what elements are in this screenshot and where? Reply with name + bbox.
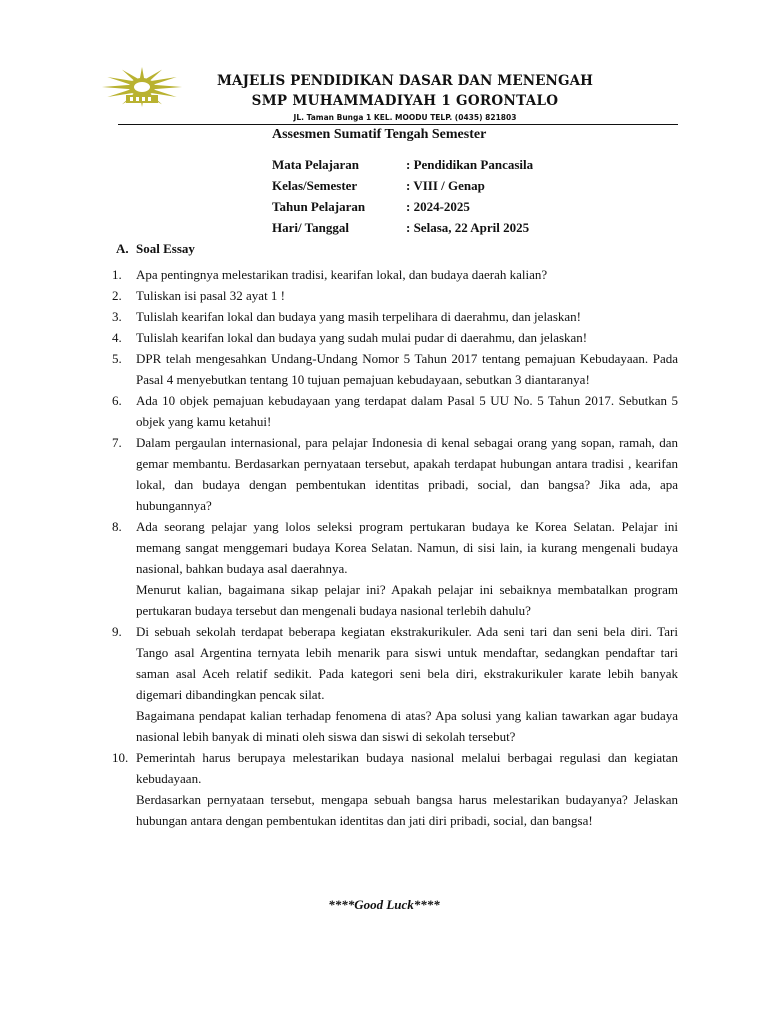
question-text xyxy=(136,285,678,306)
question-number: 4. xyxy=(112,330,122,345)
question-paragraph: Apa pentingnya melestarikan tradisi, kearifan lokal, dan budaya daerah kalian? xyxy=(136,267,548,282)
question-text xyxy=(136,348,678,390)
question-paragraph: Di sebuah sekolah terdapat beberapa kegiatan ekstrakurikuler. Ada seni tari dan seni bela diri. Tari Tango asal Argentina ternyata lebih menarik para siswi untuk mendaftar, sedangkan pendaftar tari saman asal Aceh relatif sedikit. Pada kategori seni bela diri, ekstrakurikuler karate lebih banyak digemari dibandingkan pencak silat. xyxy=(136,624,678,702)
question-paragraph: Tuliskan isi pasal 32 ayat 1 ! xyxy=(136,288,286,303)
letterhead-divider xyxy=(118,124,678,125)
muhammadiyah-sun-logo-icon xyxy=(100,66,184,108)
logo-ray xyxy=(107,77,133,85)
exam-info-label: Mata Pelajaran xyxy=(272,157,360,172)
exam-info-row xyxy=(272,175,533,196)
question-text xyxy=(136,432,678,516)
question-number: 5. xyxy=(112,351,122,366)
section-title: Soal Essay xyxy=(136,241,195,256)
question-paragraph: Ada seorang pelajar yang lolos seleksi program pertukaran budaya ke Korea Selatan. Pelajar ini memang sangat menggemari budaya Korea Selatan. Namun, di sisi lain, ia kurang mengenali budaya nasional, bahkan budaya asal daerahnya. xyxy=(136,519,678,576)
question-paragraph: Menurut kalian, bagaimana sikap pelajar ini? Apakah pelajar ini sebaiknya membatalkan program pertukaran budaya tersebut dan mengenali budaya nasional terlebih dahulu? xyxy=(136,582,678,618)
question-number: 7. xyxy=(112,435,122,450)
question-text xyxy=(136,516,678,621)
question-number: 6. xyxy=(112,393,122,408)
logo-ray xyxy=(140,67,144,79)
question-item xyxy=(112,327,678,348)
question-paragraph: Dalam pergaulan internasional, para pelajar Indonesia di kenal sebagai orang yang sopan, ramah, dan gemar membantu. Berdasarkan pernyataan tersebut, apakah terdapat hubungan antara tradisi , kearifan lokal, dan budaya dengan pembentukan identitas pribadi, social, dan bangsa? Jika ada, apa hubungannya? xyxy=(136,435,678,513)
exam-info-label: Hari/ Tanggal xyxy=(272,220,349,235)
exam-info-row xyxy=(272,154,533,175)
question-number: 9. xyxy=(112,624,122,639)
section-letter: A. xyxy=(116,241,129,256)
exam-info-value: : Selasa, 22 April 2025 xyxy=(406,220,530,235)
exam-info-value: : Pendidikan Pancasila xyxy=(406,157,534,172)
question-text xyxy=(136,264,678,285)
exam-info-value: : VIII / Genap xyxy=(406,178,485,193)
question-item xyxy=(112,516,678,621)
document-title: Assesmen Sumatif Tengah Semester xyxy=(272,127,487,142)
question-number: 8. xyxy=(112,519,122,534)
letterhead xyxy=(195,72,615,123)
question-text xyxy=(136,621,678,747)
exam-info-row xyxy=(272,196,533,217)
question-item xyxy=(112,747,678,831)
letterhead-address: JL. Taman Bunga 1 KEL. MOODU TELP. (0435) 821803 xyxy=(293,113,517,122)
exam-info-value: : 2024-2025 xyxy=(406,199,470,214)
question-text xyxy=(136,327,678,348)
question-text xyxy=(136,390,678,432)
question-paragraph: Ada 10 objek pemajuan kebudayaan yang terdapat dalam Pasal 5 UU No. 5 Tahun 2017. Sebutkan 5 objek yang kamu ketahui! xyxy=(136,393,678,429)
question-item xyxy=(112,432,678,516)
question-number: 2. xyxy=(112,288,122,303)
question-number: 1. xyxy=(112,267,122,282)
closing-message: ****Good Luck**** xyxy=(328,897,440,912)
question-paragraph: Tulislah kearifan lokal dan budaya yang masih terpelihara di daerahmu, dan jelaskan! xyxy=(136,309,581,324)
question-number: 10. xyxy=(112,750,129,765)
question-paragraph: Berdasarkan pernyataan tersebut, mengapa sebuah bangsa harus melestarikan budayanya? Jelaskan hubungan antara dengan pembentukan identitas dan jati diri pribadi, social, dan bangsa! xyxy=(136,792,678,828)
exam-info-table xyxy=(272,154,533,238)
question-number: 3. xyxy=(112,309,122,324)
question-item xyxy=(112,348,678,390)
question-item xyxy=(112,621,678,747)
question-paragraph: DPR telah mengesahkan Undang-Undang Nomor 5 Tahun 2017 tentang pemajuan Kebudayaan. Pada Pasal 4 menyebutkan tentang 10 tujuan pemajuan kebudayaan, sebutkan 3 diantaranya! xyxy=(136,351,678,387)
letterhead-school-name: SMP MUHAMMADIYAH 1 GORONTALO xyxy=(251,93,559,109)
logo-ray xyxy=(102,85,131,89)
logo-ray xyxy=(150,77,176,85)
question-item xyxy=(112,306,678,327)
letterhead-organization: MAJELIS PENDIDIKAN DASAR DAN MENENGAH xyxy=(216,73,594,89)
exam-info-label: Tahun Pelajaran xyxy=(272,199,366,214)
exam-info-label: Kelas/Semester xyxy=(272,178,358,193)
question-paragraph: Pemerintah harus berupaya melestarikan budaya nasional melalui berbagai regulasi dan kegiatan kebudayaan. xyxy=(136,750,678,786)
exam-info-row xyxy=(272,217,533,238)
logo-ray xyxy=(153,85,182,89)
question-list xyxy=(112,264,678,831)
question-item xyxy=(112,264,678,285)
question-item xyxy=(112,285,678,306)
question-text xyxy=(136,747,678,831)
question-paragraph: Bagaimana pendapat kalian terhadap fenomena di atas? Apa solusi yang kalian tawarkan agar budaya nasional lebih banyak di minati oleh siswa dan siswi di sekolah tersebut? xyxy=(136,708,678,744)
question-paragraph: Tulislah kearifan lokal dan budaya yang sudah mulai pudar di daerahmu, dan jelaskan! xyxy=(136,330,588,345)
question-item xyxy=(112,390,678,432)
section-heading xyxy=(116,238,195,260)
question-text xyxy=(136,306,678,327)
